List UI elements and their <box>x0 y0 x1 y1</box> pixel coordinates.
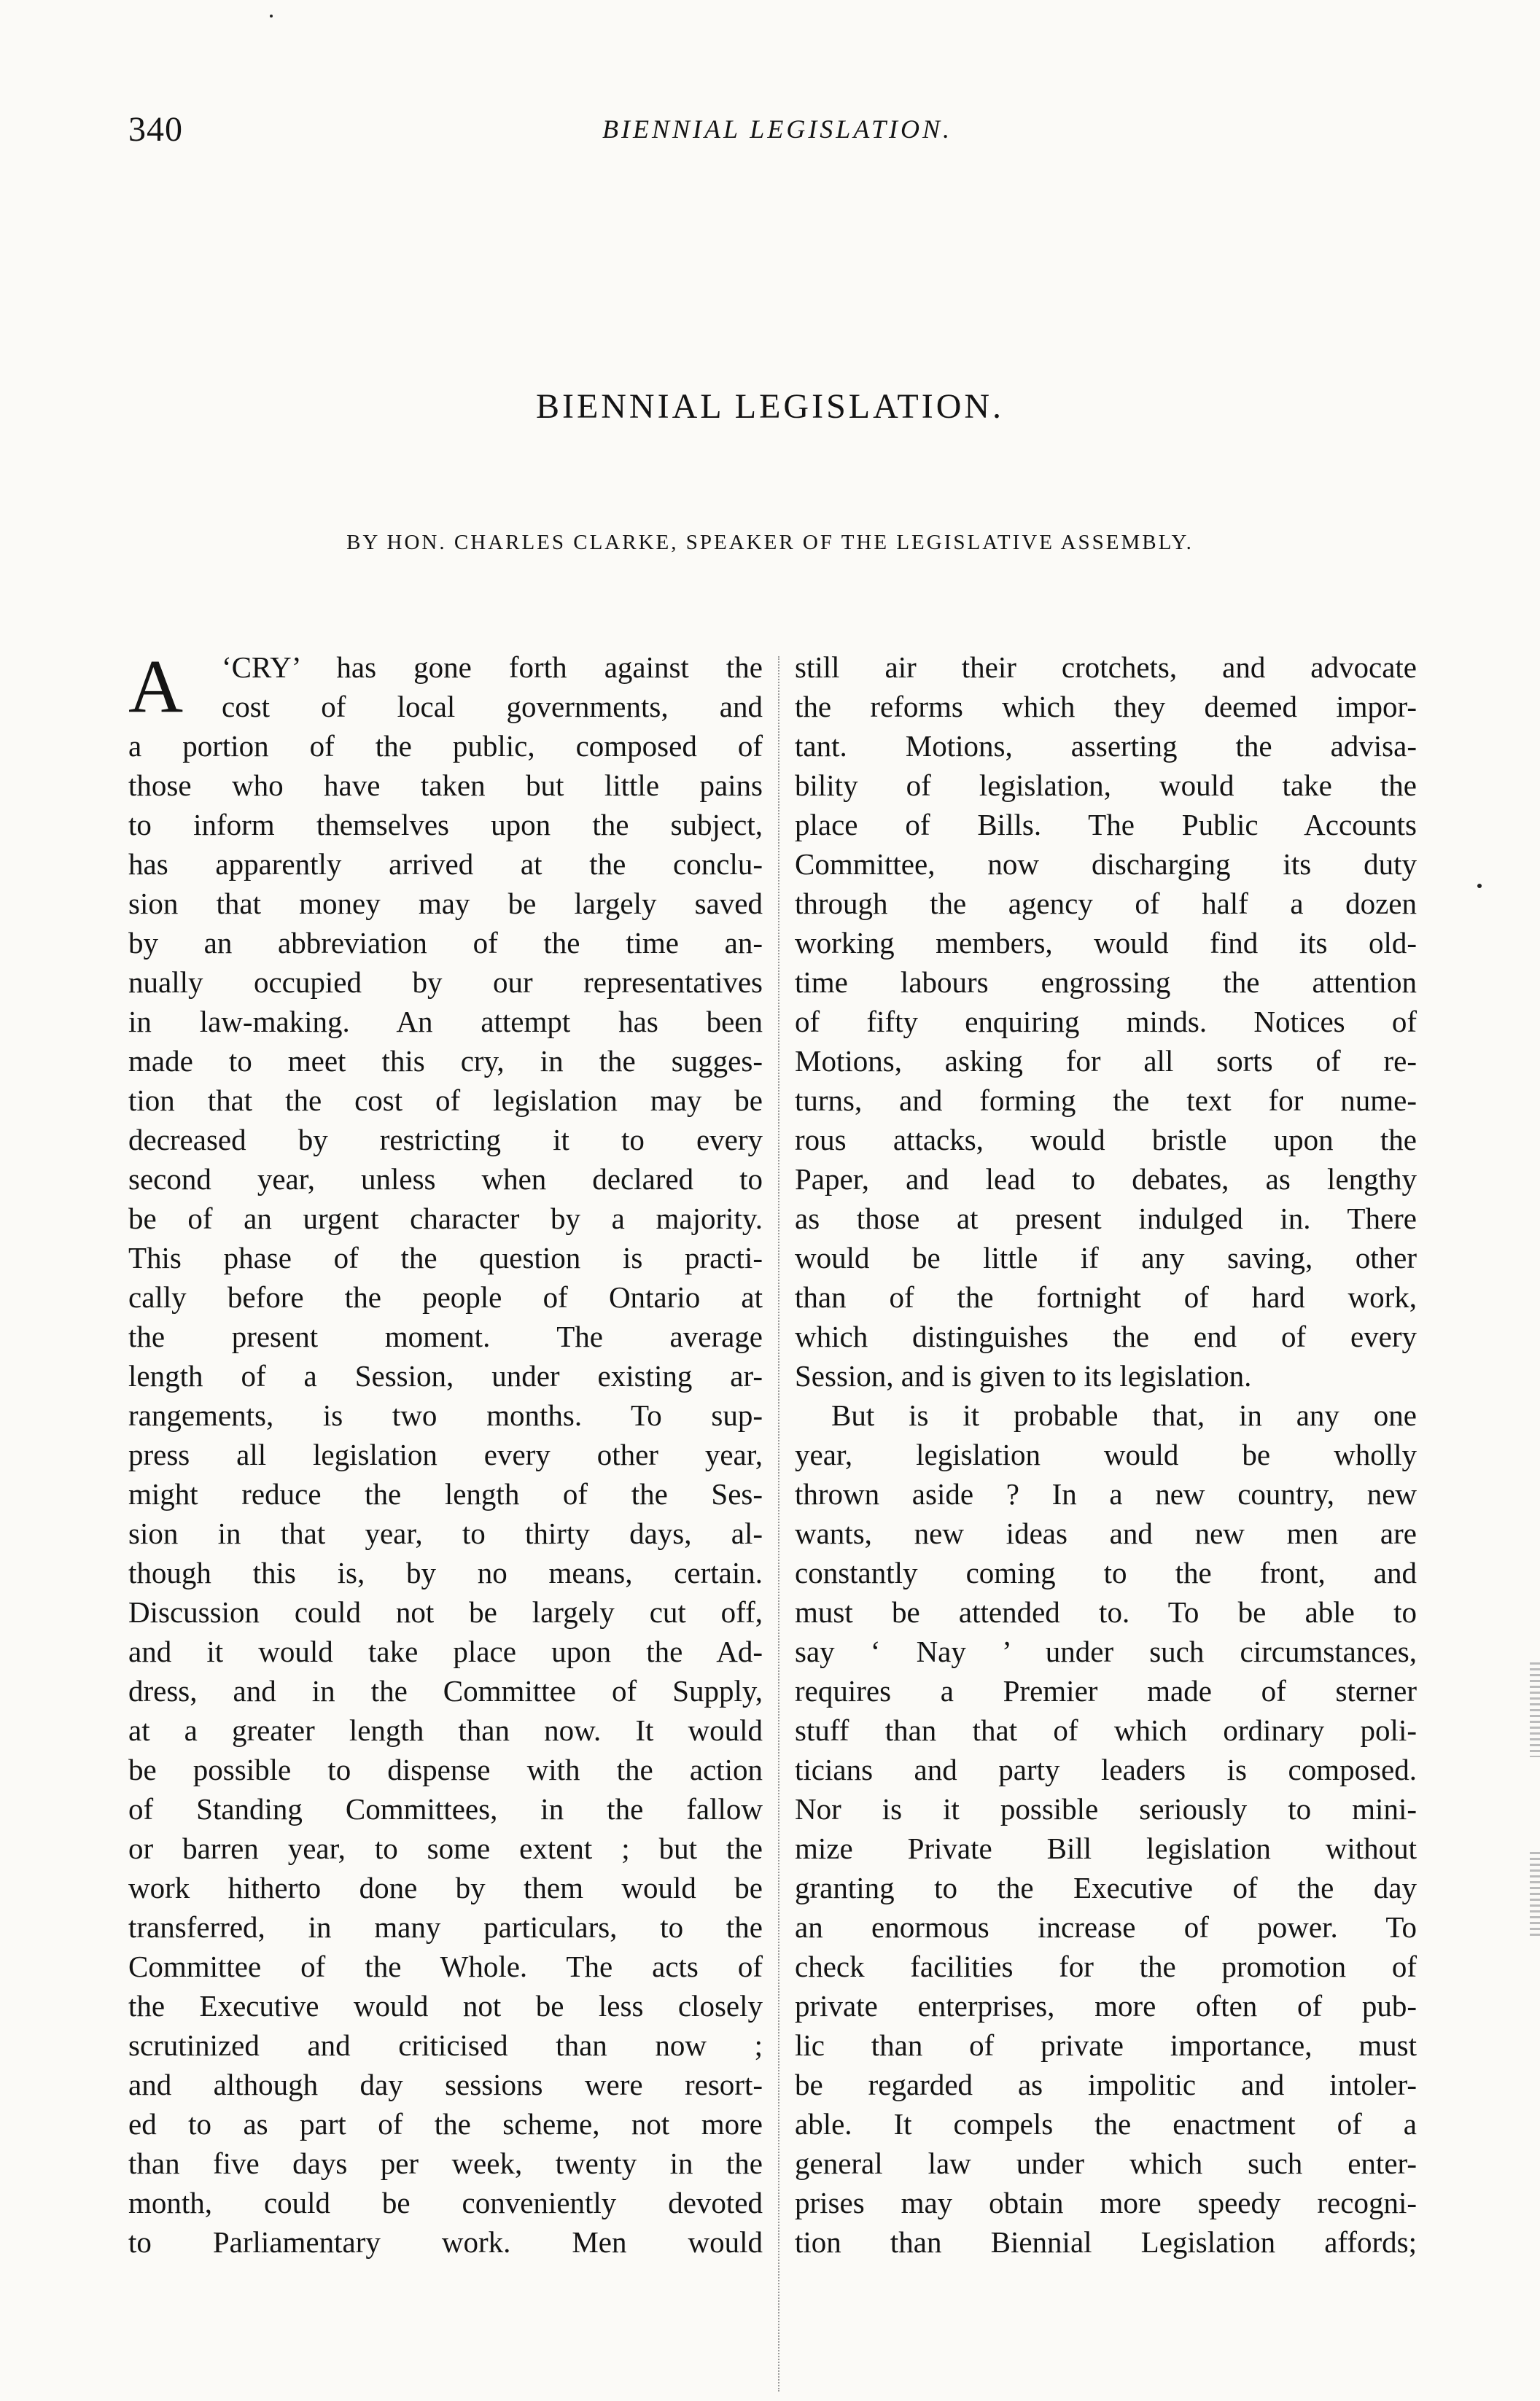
text-line: lic than of private importance, must <box>795 2028 1417 2062</box>
text-line: work hitherto done by them would be <box>128 1871 763 1904</box>
text-line: be possible to dispense with the action <box>128 1753 763 1786</box>
left-column <box>128 647 763 2262</box>
text-line: constantly coming to the front, and <box>795 1556 1417 1589</box>
page-number: 340 <box>128 110 183 149</box>
ink-speck <box>270 15 273 17</box>
text-line: be of an urgent character by a majority. <box>128 1202 763 1235</box>
text-line: requires a Premier made of sterner <box>795 1674 1417 1708</box>
text-line: of Standing Committees, in the fallow <box>128 1792 763 1826</box>
text-line: at a greater length than now. It would <box>128 1713 763 1747</box>
text-line: by an abbreviation of the time an- <box>128 926 763 960</box>
text-line: tion than Biennial Legislation affords; <box>795 2225 1417 2259</box>
text-line: in law-making. An attempt has been <box>128 1005 763 1038</box>
text-line: month, could be conveniently devoted <box>128 2186 763 2219</box>
text-line: say ‘ Nay ’ under such circumstances, <box>795 1635 1417 1668</box>
text-line: Motions, asking for all sorts of re- <box>795 1044 1417 1078</box>
text-line: and although day sessions were resort- <box>128 2068 763 2101</box>
drop-cap: A <box>128 645 184 728</box>
text-line: Nor is it possible seriously to mini- <box>795 1792 1417 1826</box>
byline: BY HON. CHARLES CLARKE, SPEAKER OF THE LEGISLATIVE ASSEMBLY. <box>346 531 1194 554</box>
text-line: sion in that year, to thirty days, al- <box>128 1517 763 1550</box>
text-line: Committee, now discharging its duty <box>795 847 1417 881</box>
right-column <box>795 647 1417 2262</box>
text-line: Paper, and lead to debates, as lengthy <box>795 1162 1417 1196</box>
text-line: thrown aside ? In a new country, new <box>795 1477 1417 1511</box>
text-line: to Parliamentary work. Men would <box>128 2225 763 2259</box>
text-line: press all legislation every other year, <box>128 1438 763 1471</box>
text-line: though this is, by no means, certain. <box>128 1556 763 1589</box>
text-line: be regarded as impolitic and intoler- <box>795 2068 1417 2101</box>
text-line: rous attacks, would bristle upon the <box>795 1123 1417 1156</box>
text-line: the reforms which they deemed impor- <box>795 690 1417 723</box>
text-line: as those at present indulged in. There <box>795 1202 1417 1235</box>
text-line: year, legislation would be wholly <box>795 1438 1417 1471</box>
text-line: check facilities for the promotion of <box>795 1950 1417 1983</box>
text-line: Session, and is given to its legislation. <box>795 1359 1252 1393</box>
text-line: which distinguishes the end of every <box>795 1320 1417 1353</box>
text-line: cally before the people of Ontario at <box>128 1280 763 1314</box>
text-line: might reduce the length of the Ses- <box>128 1477 763 1511</box>
page-edge-mark <box>1530 1852 1540 1939</box>
text-line: But is it probable that, in any one <box>831 1398 1417 1432</box>
text-line: granting to the Executive of the day <box>795 1871 1417 1904</box>
article-title: BIENNIAL LEGISLATION. <box>535 387 1005 426</box>
text-line: time labours engrossing the attention <box>795 965 1417 999</box>
text-line: general law under which such enter- <box>795 2147 1417 2180</box>
text-line: tant. Motions, asserting the advisa- <box>795 729 1417 763</box>
text-line: an enormous increase of power. To <box>795 1910 1417 1944</box>
text-line: transferred, in many particulars, to the <box>128 1910 763 1944</box>
text-line: the present moment. The average <box>128 1320 763 1353</box>
text-line: and it would take place upon the Ad- <box>128 1635 763 1668</box>
text-line: still air their crotchets, and advocate <box>795 650 1417 684</box>
text-line: or barren year, to some extent ; but the <box>128 1832 763 1865</box>
running-head <box>128 109 1426 153</box>
text-line: cost of local governments, and <box>222 690 763 723</box>
text-line: decreased by restricting it to every <box>128 1123 763 1156</box>
text-line: ed to as part of the scheme, not more <box>128 2107 763 2141</box>
text-line: Discussion could not be largely cut off, <box>128 1595 763 1629</box>
text-line: ticians and party leaders is composed. <box>795 1753 1417 1786</box>
page-edge-mark <box>1530 1662 1540 1757</box>
text-line: stuff than that of which ordinary poli- <box>795 1713 1417 1747</box>
text-line: to inform themselves upon the subject, <box>128 808 763 841</box>
text-line: length of a Session, under existing ar- <box>128 1359 763 1393</box>
text-line: rangements, is two months. To sup- <box>128 1398 763 1432</box>
text-line: private enterprises, more often of pub- <box>795 1989 1417 2023</box>
text-line: place of Bills. The Public Accounts <box>795 808 1417 841</box>
text-line: those who have taken but little pains <box>128 768 763 802</box>
text-line: through the agency of half a dozen <box>795 887 1417 920</box>
text-line: than of the fortnight of hard work, <box>795 1280 1417 1314</box>
text-line: This phase of the question is practi- <box>128 1241 763 1275</box>
text-line: working members, would find its old- <box>795 926 1417 960</box>
text-line: prises may obtain more speedy recogni- <box>795 2186 1417 2219</box>
text-line: bility of legislation, would take the <box>795 768 1417 802</box>
text-line: able. It compels the enactment of a <box>795 2107 1417 2141</box>
text-line: a portion of the public, composed of <box>128 729 763 763</box>
text-line: of fifty enquiring minds. Notices of <box>795 1005 1417 1038</box>
text-line: nually occupied by our representatives <box>128 965 763 999</box>
text-line: Committee of the Whole. The acts of <box>128 1950 763 1983</box>
text-line: scrutinized and criticised than now ; <box>128 2028 763 2062</box>
text-line: has apparently arrived at the conclu- <box>128 847 763 881</box>
text-line: would be little if any saving, other <box>795 1241 1417 1275</box>
text-line: sion that money may be largely saved <box>128 887 763 920</box>
text-line: the Executive would not be less closely <box>128 1989 763 2023</box>
text-line: dress, and in the Committee of Supply, <box>128 1674 763 1708</box>
column-divider <box>778 656 779 2392</box>
text-line: must be attended to. To be able to <box>795 1595 1417 1629</box>
text-line: second year, unless when declared to <box>128 1162 763 1196</box>
text-line: than five days per week, twenty in the <box>128 2147 763 2180</box>
running-title: BIENNIAL LEGISLATION. <box>602 114 953 144</box>
text-line: made to meet this cry, in the sugges- <box>128 1044 763 1078</box>
text-line: ‘CRY’ has gone forth against the <box>222 650 763 684</box>
text-line: mize Private Bill legislation without <box>795 1832 1417 1865</box>
ink-speck <box>1477 884 1482 888</box>
text-line: tion that the cost of legislation may be <box>128 1083 763 1117</box>
text-line: turns, and forming the text for nume- <box>795 1083 1417 1117</box>
text-line: wants, new ideas and new men are <box>795 1517 1417 1550</box>
